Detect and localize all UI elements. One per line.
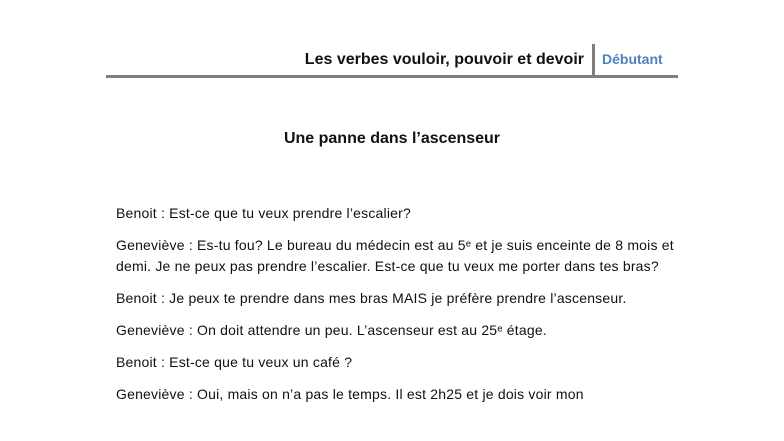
dialogue-line: Benoit : Est-ce que tu veux prendre l’escalier? [116, 205, 411, 221]
header-vertical-divider [592, 44, 595, 78]
dialogue-line: Benoit : Est-ce que tu veux un café ? [116, 354, 353, 370]
page-header [106, 44, 678, 78]
document-title: Une panne dans l’ascenseur [283, 130, 501, 147]
dialogue-line: Benoit : Je peux te prendre dans mes bras MAIS je préfère prendre l’ascenseur. [116, 290, 627, 306]
level-badge: Débutant [602, 51, 663, 67]
dialogue-body [116, 203, 676, 416]
header-rule [106, 75, 678, 78]
dialogue-line: Geneviève : On doit attendre un peu. L’ascenseur est au 25ᵉ étage. [116, 322, 547, 338]
header-title: Les verbes vouloir, pouvoir et devoir [304, 51, 584, 68]
dialogue-line: Geneviève : Oui, mais on n’a pas le temps. Il est 2h25 et je dois voir mon [116, 386, 584, 402]
dialogue-line: Geneviève : Es-tu fou? Le bureau du médecin est au 5ᵉ et je suis enceinte de 8 mois et demi. Je ne peux pas prendre l’escalier. Est-ce que tu veux me porter dans tes bras? [116, 237, 674, 274]
